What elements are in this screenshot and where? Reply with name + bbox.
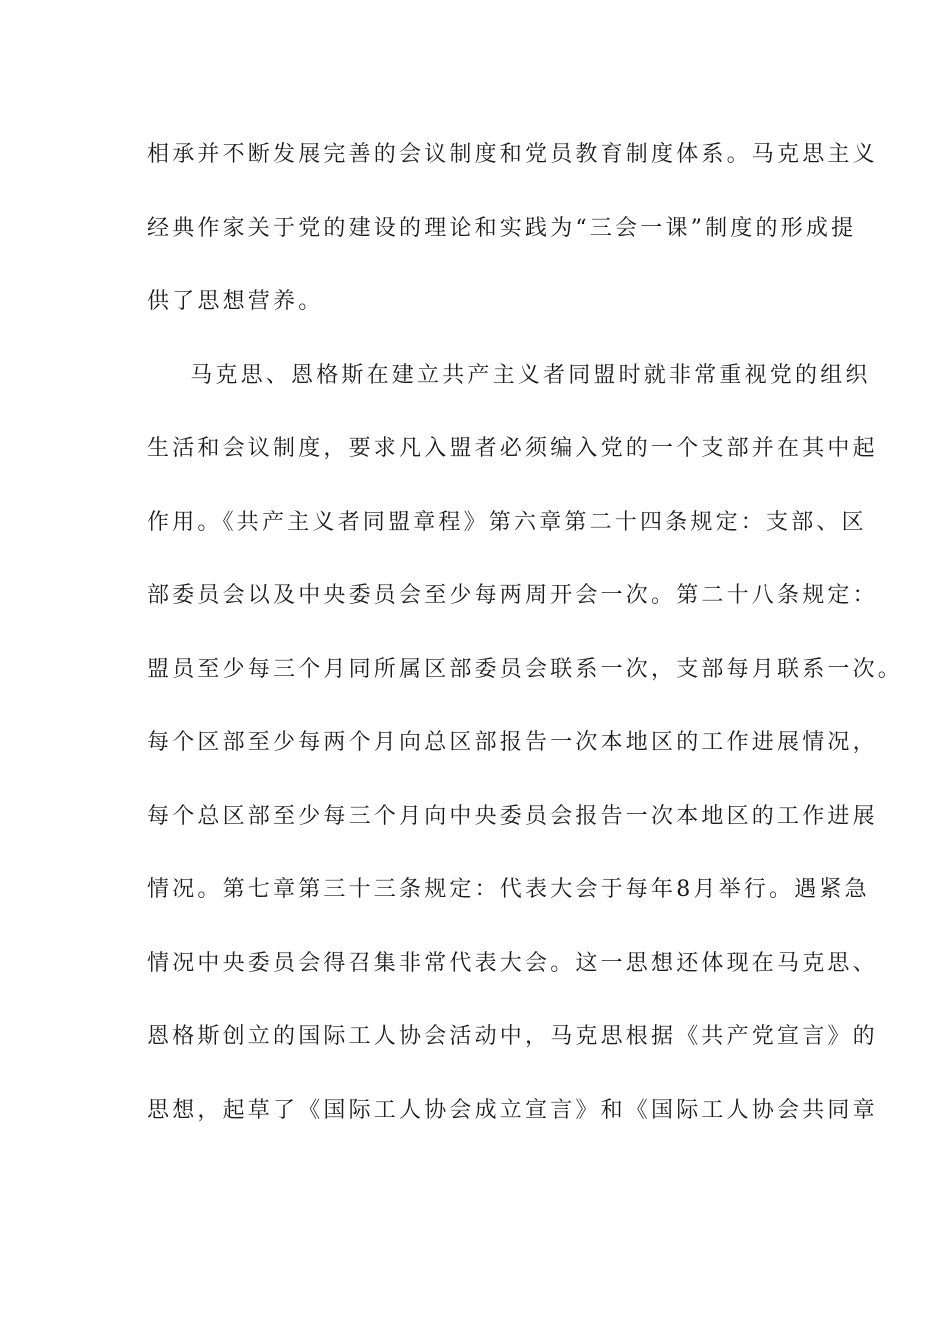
text-line: 情况。第七章第三十三条规定：代表大会于每年8月举行。遇紧急: [147, 877, 870, 902]
text-line: 经典作家关于党的建设的理论和实践为“三会一课”制度的形成提: [147, 215, 857, 241]
text-line: 相承并不断发展完善的会议制度和党员教育制度体系。马克思主义: [147, 142, 878, 167]
text-line: 每个总区部至少每三个月向中央委员会报告一次本地区的工作进展: [147, 803, 878, 829]
text-line: 作用。《共产主义者同盟章程》第六章第二十四条规定：支部、区: [147, 509, 867, 535]
text-line: 部委员会以及中央委员会至少每两周开会一次。第二十八条规定：: [147, 583, 878, 608]
text-line: 供了思想营养。: [147, 289, 324, 314]
text-line: 生活和会议制度，要求凡入盟者必须编入党的一个支部并在其中起: [147, 436, 878, 461]
text-line: 马克思、恩格斯在建立共产主义者同盟时就非常重视党的组织: [165, 362, 871, 388]
text-line: 思想，起草了《国际工人协会成立宣言》和《国际工人协会共同章: [147, 1097, 878, 1123]
text-line: 恩格斯创立的国际工人协会活动中，马克思根据《共产党宣言》的: [147, 1024, 878, 1049]
text-line: 情况中央委员会得召集非常代表大会。这一思想还体现在马克思、: [147, 950, 878, 976]
body-text: [147, 128, 904, 1157]
text-line: 盟员至少每三个月同所属区部委员会联系一次，支部每月联系一次。: [147, 656, 904, 682]
text-line: 每个区部至少每两个月向总区部报告一次本地区的工作进展情况，: [147, 730, 878, 755]
